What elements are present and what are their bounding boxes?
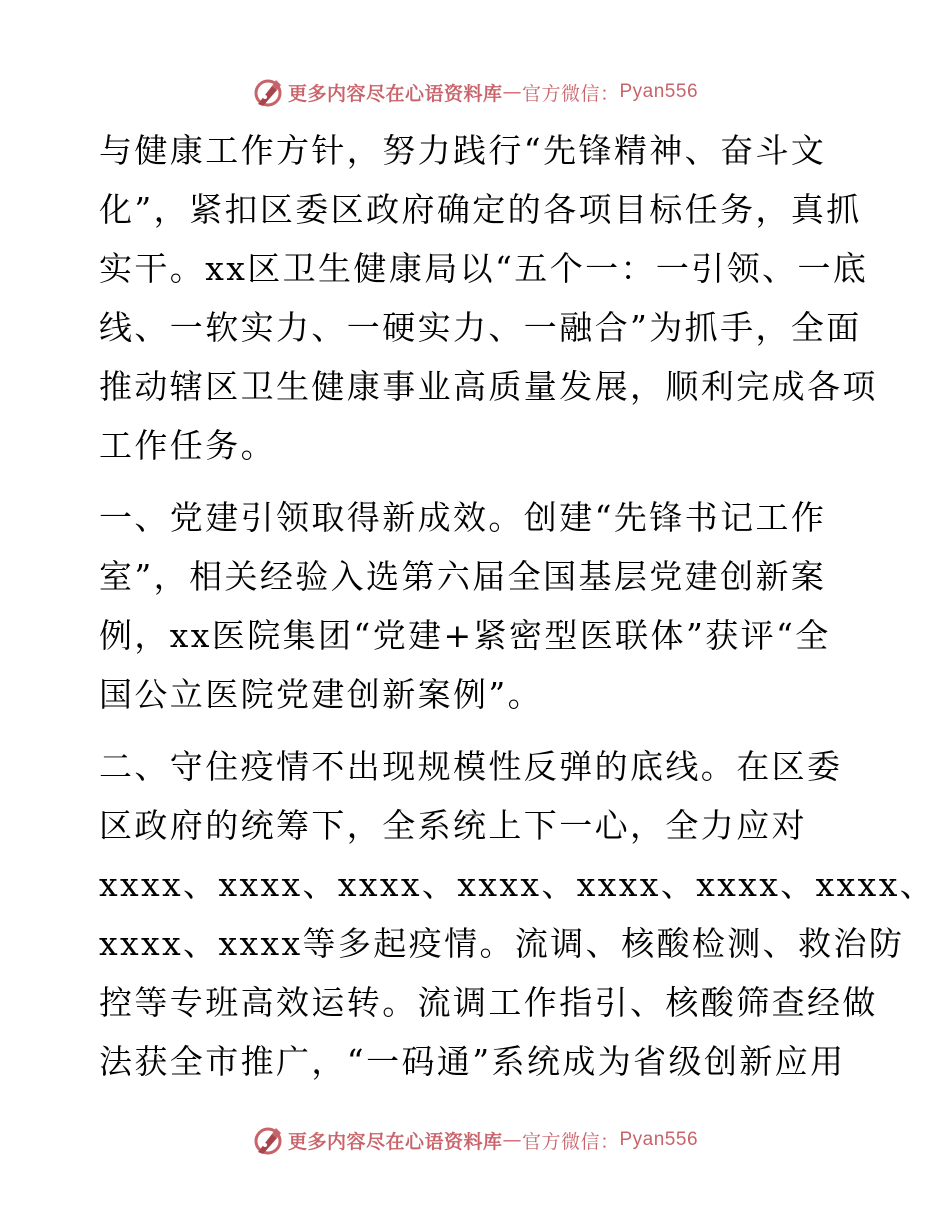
header-watermark-banner [0,72,950,112]
text-line: 区政府的统筹下，全系统上下一心，全力应对 [99,806,807,845]
text-line: 国公立医院党建创新案例”。 [99,675,544,714]
banner-wechat-label: 官方微信： [521,1130,620,1153]
paragraph-intro [99,121,878,475]
banner-main-text: 更多内容尽在心语资料库 [287,82,503,105]
paragraph-spacer [99,724,859,737]
footer-watermark-banner [0,1120,950,1160]
text-line: xxxx、xxxx等多起疫情。流调、核酸检测、救治防 [99,924,905,963]
banner-wechat-id: Pyan556 [619,1129,699,1150]
banner-dash: — [502,1129,522,1151]
text-line: 控等专班高效运转。流调工作指引、核酸筛查经做 [99,983,878,1022]
pen-logo-icon [252,1124,284,1156]
paragraph-spacer [99,475,859,488]
banner-wechat-label: 官方微信： [521,82,620,105]
text-line: 线、一软实力、一硬实力、一融合”为抓手，全面 [99,308,862,347]
text-line: 一、党建引领取得新成效。创建“先锋书记工作 [99,498,827,537]
text-line: 例，xx医院集团“党建+紧密型医联体”获评“全 [99,616,831,655]
text-line: 化”，紧扣区委区政府确定的各项目标任务，真抓 [99,190,862,229]
document-body [99,121,936,1091]
text-line: 室”，相关经验入选第六届全国基层党建创新案 [99,557,827,596]
text-line: 实干。xx区卫生健康局以“五个一：一引领、一底 [99,249,869,288]
banner-wechat-id: Pyan556 [619,81,699,102]
text-line: 工作任务。 [99,426,276,465]
paragraph-epidemic [99,737,936,1091]
banner-dash: — [502,81,522,103]
banner-main-text: 更多内容尽在心语资料库 [287,1130,503,1153]
pen-logo-icon [252,76,284,108]
paragraph-party-building [99,488,859,724]
text-line: xxxx、xxxx、xxxx、xxxx、xxxx、xxxx、xxxx、 [99,865,936,904]
text-line: 与健康工作方针，努力践行“先锋精神、奋斗文 [99,131,827,170]
text-line: 二、守住疫情不出现规模性反弹的底线。在区委 [99,747,843,786]
text-line: 法获全市推广，“一码通”系统成为省级创新应用 [99,1042,846,1081]
text-line: 推动辖区卫生健康事业高质量发展，顺利完成各项 [99,367,878,406]
